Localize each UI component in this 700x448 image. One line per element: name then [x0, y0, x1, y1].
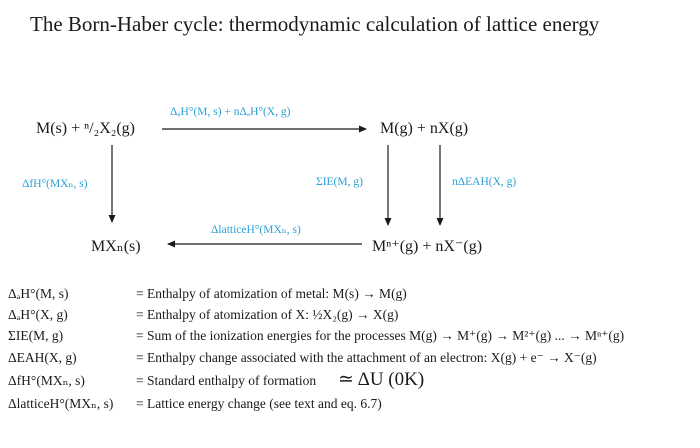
label-atomization: ΔₐH°(M, s) + nΔₐH°(X, g)	[170, 106, 291, 118]
node-gaseous-atoms: M(g) + nX(g)	[380, 120, 469, 137]
node-gaseous-ions: Mⁿ⁺(g) + nX⁻(g)	[372, 238, 483, 255]
def-desc-lattice: = Lattice energy change (see text and eq. 6.7)	[136, 396, 382, 411]
def-desc-electron-affinity: = Enthalpy change associated with the attachment of an electron: X(g) + e⁻ → X⁻(g)	[136, 350, 597, 365]
def-desc-ionization: = Sum of the ionization energies for the processes M(g) → M⁺(g) → M²⁺(g) ... → Mⁿ⁺(g)	[136, 328, 625, 343]
node-elements: M(s) + ⁿ/₂X₂(g)	[36, 120, 135, 137]
label-lattice: ΔlatticeH°(MXₙ, s)	[211, 224, 301, 236]
approx-note: ≃ ΔU (0K)	[338, 369, 425, 390]
def-desc-formation: = Standard enthalpy of formation	[136, 373, 317, 388]
def-term-ionization: ΣIE(M, g)	[8, 328, 64, 343]
def-term-lattice: ΔlatticeH°(MXₙ, s)	[8, 396, 114, 411]
def-term-atomization-x: ΔₐH°(X, g)	[8, 307, 68, 322]
def-term-atomization-metal: ΔₐH°(M, s)	[8, 286, 69, 301]
page-title: The Born-Haber cycle: thermodynamic calculation of lattice energy	[30, 12, 600, 36]
label-formation: ΔfH°(MXₙ, s)	[22, 178, 88, 190]
def-term-formation: ΔfH°(MXₙ, s)	[8, 373, 85, 388]
label-electron-affinity: nΔEAH(X, g)	[452, 176, 517, 188]
def-desc-atomization-x: = Enthalpy of atomization of X: ½X₂(g) → X(g)	[136, 307, 399, 322]
node-ionic-solid: MXₙ(s)	[91, 238, 141, 255]
def-desc-atomization-metal: = Enthalpy of atomization of metal: M(s) → M(g)	[136, 286, 407, 301]
label-ionization: ΣIE(M, g)	[316, 176, 363, 188]
def-term-electron-affinity: ΔEAH(X, g)	[8, 350, 77, 365]
